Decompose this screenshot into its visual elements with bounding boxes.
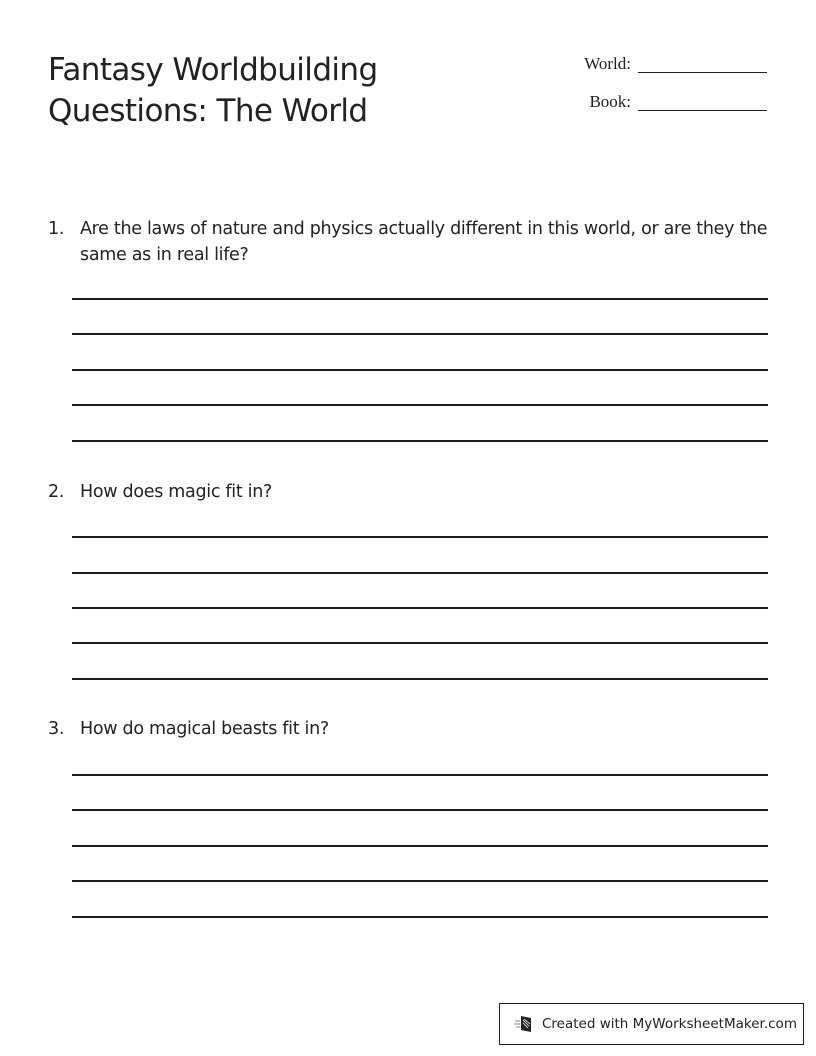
question-number: 2. — [48, 482, 65, 502]
answer-line[interactable] — [72, 916, 768, 918]
answer-line[interactable] — [72, 845, 768, 847]
page-title — [48, 50, 448, 132]
question-text: Are the laws of nature and physics actually different in this world, or are they the same as in real life? — [80, 219, 768, 265]
answer-line[interactable] — [72, 333, 768, 335]
answer-line[interactable] — [72, 404, 768, 406]
question-number: 3. — [48, 719, 65, 739]
answer-line[interactable] — [72, 774, 768, 776]
answer-line[interactable] — [72, 572, 768, 574]
book-field — [561, 92, 767, 112]
footer-text: Created with MyWorksheetMaker.com — [542, 1016, 797, 1032]
title-line-1: Fantasy Worldbuilding — [48, 52, 378, 88]
world-field — [561, 54, 767, 74]
question-text: How do magical beasts fit in? — [80, 719, 329, 739]
footer-credit[interactable] — [499, 1003, 804, 1045]
answer-line[interactable] — [72, 642, 768, 644]
world-label: World: — [584, 54, 631, 73]
title-line-2: Questions: The World — [48, 93, 368, 129]
answer-line[interactable] — [72, 809, 768, 811]
answer-line[interactable] — [72, 440, 768, 442]
question-text: How does magic fit in? — [80, 482, 273, 502]
book-label: Book: — [589, 92, 631, 111]
world-input-line[interactable] — [638, 58, 767, 73]
answer-line[interactable] — [72, 369, 768, 371]
answer-line[interactable] — [72, 298, 768, 300]
answer-line[interactable] — [72, 607, 768, 609]
book-input-line[interactable] — [638, 96, 767, 111]
answer-line[interactable] — [72, 880, 768, 882]
worksheet-logo-icon — [514, 1014, 534, 1034]
answer-line[interactable] — [72, 678, 768, 680]
question-number: 1. — [48, 219, 65, 239]
answer-line[interactable] — [72, 536, 768, 538]
